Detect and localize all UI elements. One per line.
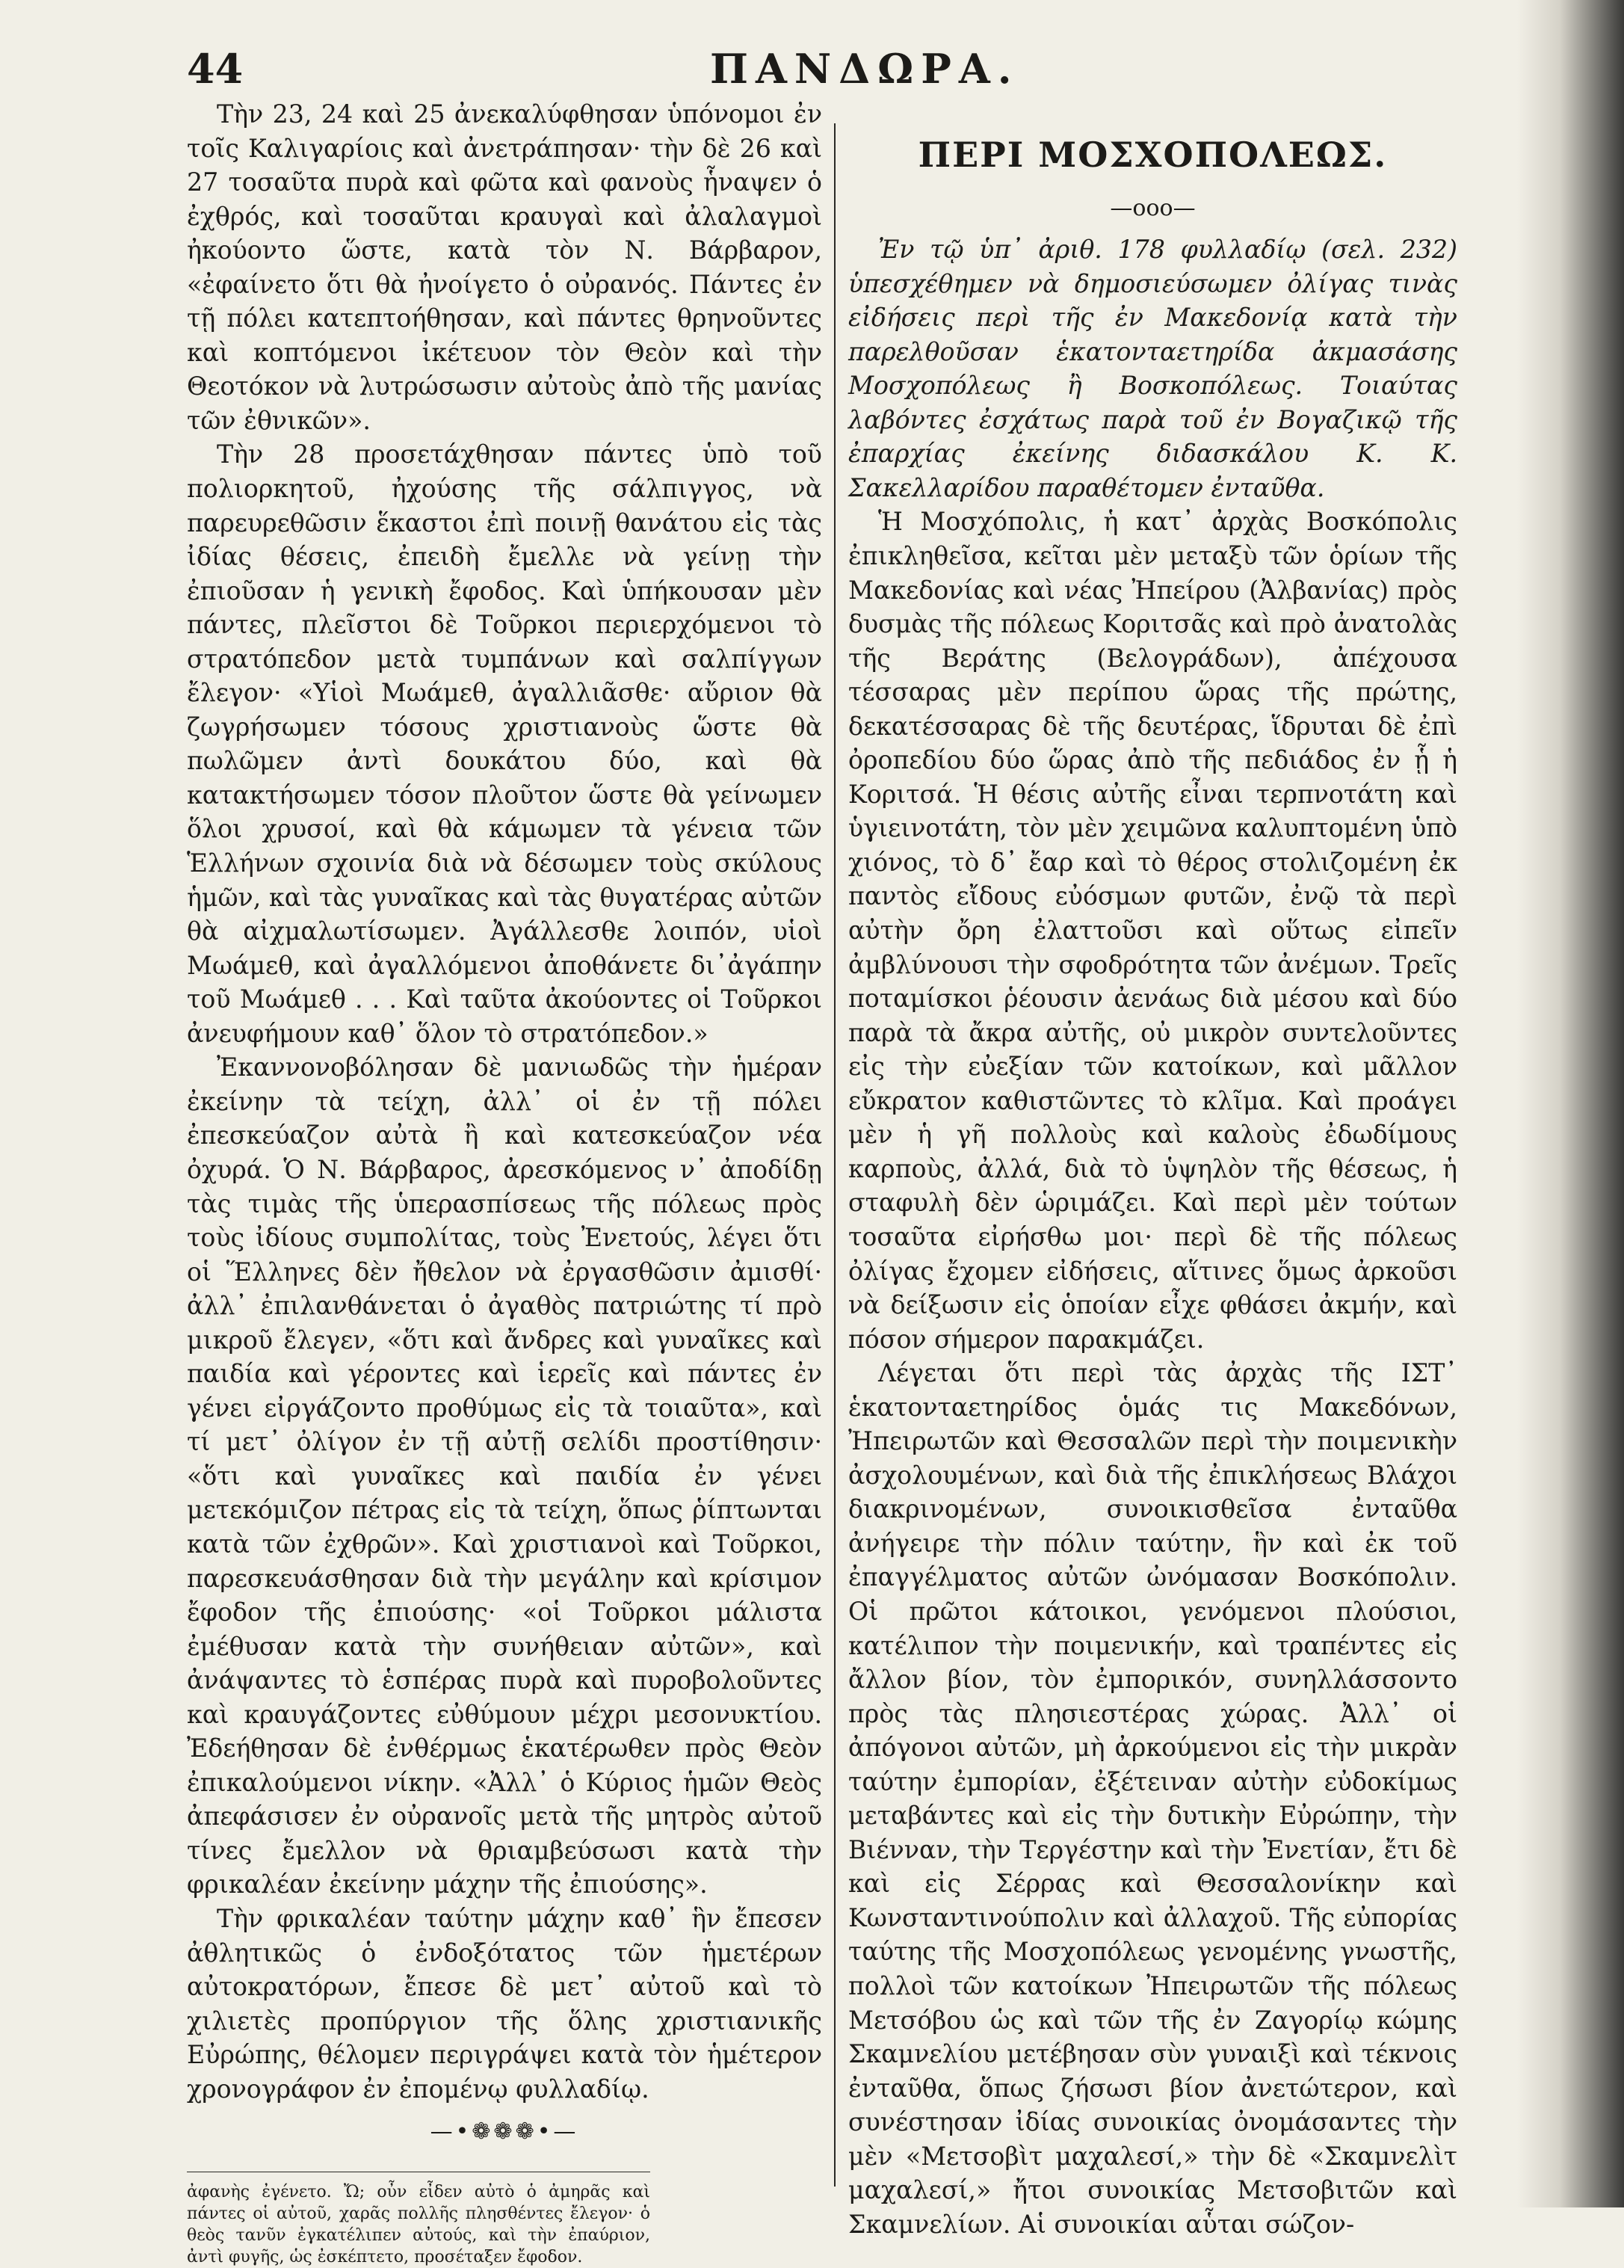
left-column (187, 97, 822, 2268)
page-gutter-shadow (1517, 0, 1624, 2207)
section-intro: Ἐν τῷ ὑπ᾽ ἀριθ. 178 φυλλαδίῳ (σελ. 232) ὑπεσχέθημεν νὰ δημοσιεύσωμεν ὀλίγας τινὰς εἰδήσεις περὶ τῆς ἐν Μακεδονίᾳ κατὰ τὴν παρελθοῦσαν ἑκατονταετηρίδα ἀκμασάσης Μοσχοπόλεως ἢ Βοσκοπόλεως. Τοιαύτας λαβόντες ἐσχάτως παρὰ τοῦ ἐν Βογαζικῷ τῆς ἐπαρχίας ἐκείνης διδασκάλου Κ. Κ. Σακελλαρίδου παραθέτομεν ἐνταῦθα. (848, 235, 1457, 502)
right-column (848, 97, 1457, 2241)
section-divider: —οοο— (1110, 194, 1196, 221)
right-paragraph-1: Ἡ Μοσχόπολις, ἡ κατ᾽ ἀρχὰς Βοσκόπολις ἐπικληθεῖσα, κεῖται μὲν μεταξὺ τῶν ὁρίων τῆς Μακεδονίας καὶ νέας Ἠπείρου (Ἀλβανίας) πρὸς δυσμὰς τῆς πόλεως Κοριτσᾶς καὶ πρὸ ἀνατολὰς τῆς Βεράτης (Βελογράδων), ἀπέχουσα τέσσαρας μὲν περίπου ὥρας τῆς πρώτης, δεκατέσσαρας δὲ τῆς δευτέρας, ἵδρυται δὲ ἐπὶ ὀροπεδίου δύο ὥρας ἀπὸ τῆς πεδιάδος ἐν ᾗ ἡ Κοριτσά. Ἡ θέσις αὐτῆς εἶναι τερπνοτάτη καὶ ὑγιεινοτάτη, τὸν μὲν χειμῶνα καλυπτομένη ὑπὸ χιόνος, τὸ δ᾽ ἔαρ καὶ τὸ θέρος στολιζομένη ἐκ παντὸς εἴδους εὐόσμων φυτῶν, ἐνῷ τὰ περὶ αὐτὴν ὄρη ἐλαττοῦσι καὶ οὕτως εἰπεῖν ἀμβλύνουσι τὴν σφοδρότητα τῶν ἀνέμων. Τρεῖς ποταμίσκοι ῥέουσιν ἀενάως διὰ μέσου καὶ δύο παρὰ τὰ ἄκρα αὐτῆς, οὐ μικρὸν συντελοῦντες εἰς τὴν εὐεξίαν τῶν κατοίκων, καὶ μᾶλλον εὔκρατον καθιστῶντες τὸ κλῖμα. Καὶ προάγει μὲν ἡ γῆ πολλοὺς καὶ καλοὺς ἐδωδίμους καρποὺς, ἀλλά, διὰ τὸ ὑψηλὸν τῆς θέσεως, ἡ σταφυλὴ δὲν ὡριμάζει. Καὶ περὶ μὲν τούτων τοσαῦτα εἰρήσθω μοι· περὶ δὲ τῆς πόλεως ὀλίγας ἔχομεν εἰδήσεις, αἵτινες ὅμως ἀρκοῦσι νὰ δείξωσιν εἰς ὁποίαν εἶχε φθάσει ἀκμήν, καὶ πόσον σήμερον παρακμάζει. (848, 507, 1457, 1354)
left-paragraph-1: Τὴν 23, 24 καὶ 25 ἀνεκαλύφθησαν ὑπόνομοι ἐν τοῖς Καλιγαρίοις καὶ ἀνετράπησαν· τὴν δὲ 26 καὶ 27 τοσαῦτα πυρὰ καὶ φῶτα καὶ φανοὺς ἧναψεν ὁ ἐχθρός, καὶ τοσαῦται κραυγαὶ καὶ ἀλαλαγμοὶ ἠκούοντο ὥστε, κατὰ τὸν Ν. Βάρβαρον, «ἐφαίνετο ὅτι θὰ ἠνοίγετο ὁ οὐρανός. Πάντες ἐν τῇ πόλει κατεπτοήθησαν, καὶ πάντες θρηνοῦντες καὶ κοπτόμενοι ἰκέτευον τὸν Θεὸν καὶ τὴν Θεοτόκον νὰ λυτρώσωσιν αὐτοὺς ἀπὸ τῆς μανίας τῶν ἐθνικῶν». (187, 99, 822, 435)
page-header (187, 45, 1487, 97)
end-ornament: —•❁❁❁•— (430, 2118, 579, 2145)
footnote: ἀφανὴς ἐγένετο. Ὤ; οὖν εἶδεν αὐτὸ ὁ ἀμηρᾶς καὶ πάντες οἱ αὐτοῦ, χαρᾶς πολλῆς πλησθέντες ἔλεγον· ὁ θεὸς τανῦν ἐγκατέλιπεν αὐτούς, καὶ τὴν ἐπαύριον, ἀντὶ φυγῆς, ὡς ἐσκέπτετο, προσέταξεν ἔφοδον. (187, 2172, 650, 2268)
running-title: ΠΑΝΔΩΡΑ. (710, 45, 1019, 93)
column-rule (834, 123, 836, 2187)
left-paragraph-3: Ἐκαννονοβόλησαν δὲ μανιωδῶς τὴν ἡμέραν ἐκείνην τὰ τείχη, ἀλλ᾽ οἱ ἐν τῇ πόλει ἐπεσκεύαζον αὐτὰ ἢ καὶ κατεσκεύαζον νέα ὀχυρά. Ὁ Ν. Βάρβαρος, ἀρεσκόμενος ν᾽ ἀποδίδῃ τὰς τιμὰς τῆς ὑπερασπίσεως τῆς πόλεως πρὸς τοὺς ἰδίους συμπολίτας, τοὺς Ἐνετούς, λέγει ὅτι οἱ Ἕλληνες δὲν ἤθελον νὰ ἐργασθῶσιν ἀμισθί· ἀλλ᾽ ἐπιλανθάνεται ὁ ἀγαθὸς πατριώτης τί πρὸ μικροῦ ἔλεγεν, «ὅτι καὶ ἄνδρες καὶ γυναῖκες καὶ παιδία καὶ γέροντες καὶ ἱερεῖς καὶ πάντες ἐν γένει εἰργάζοντο προθύμως εἰς τὰ τοιαῦτα», καὶ τί μετ᾽ ὀλίγον ἐν τῇ αὐτῇ σελίδι προστίθησιν· «ὅτι καὶ γυναῖκες καὶ παιδία ἐν γένει μετεκόμιζον πέτρας εἰς τὰ τείχη, ὅπως ῥίπτωνται κατὰ τῶν ἐχθρῶν». Καὶ χριστιανοὶ καὶ Τοῦρκοι, παρεσκευάσθησαν διὰ τὴν μεγάλην καὶ κρίσιμον ἔφοδον τῆς ἐπιούσης· «οἱ Τοῦρκοι μάλιστα ἐμέθυσαν κατὰ τὴν συνήθειαν αὐτῶν», καὶ ἀνάψαντες τὸ ἑσπέρας πυρὰ καὶ πυροβολοῦντες καὶ κραυγάζοντες εὐθύμουν μέχρι μεσονυκτίου. Ἐδεήθησαν δὲ ἐνθέρμως ἑκατέρωθεν πρὸς Θεὸν ἐπικαλούμενοι νίκην. «Ἀλλ᾽ ὁ Κύριος ἡμῶν Θεὸς ἀπεφάσισεν ἐν οὐρανοῖς μετὰ τῆς μητρὸς αὐτοῦ τίνες ἔμελλον νὰ θριαμβεύσωσι κατὰ τὴν φρικαλέαν ἐκείνην μάχην τῆς ἐπιούσης». (187, 1053, 822, 1899)
page-number: 44 (187, 45, 244, 93)
left-paragraph-2: Τὴν 28 προσετάχθησαν πάντες ὑπὸ τοῦ πολιορκητοῦ, ἠχούσης τῆς σάλπιγγος, νὰ παρευρεθῶσιν ἕκαστοι ἐπὶ ποινῇ θανάτου εἰς τὰς ἰδίας θέσεις, ἐπειδὴ ἔμελλε νὰ γείνῃ τὴν ἐπιοῦσαν ἡ γενικὴ ἔφοδος. Καὶ ὑπήκουσαν μὲν πάντες, πλεῖστοι δὲ Τοῦρκοι περιερχόμενοι τὸ στρατόπεδον μετὰ τυμπάνων καὶ σαλπίγγων ἔλεγον· «Υἱοὶ Μωάμεθ, ἀγαλλιᾶσθε· αὔριον θὰ ζωγρήσωμεν τόσους χριστιανοὺς ὥστε θὰ πωλῶμεν ἀντὶ δουκάτου δύο, καὶ θὰ κατακτήσωμεν τόσον πλοῦτον ὥστε θὰ γείνωμεν ὅλοι χρυσοί, καὶ θὰ κάμωμεν τὰ γένεια τῶν Ἑλλήνων σχοινία διὰ νὰ δέσωμεν τοὺς σκύλους ἡμῶν, καὶ τὰς γυναῖκας καὶ τὰς θυγατέρας αὐτῶν θὰ αἰχμαλωτίσωμεν. Ἀγάλλεσθε λοιπόν, υἱοὶ Μωάμεθ, καὶ ἀγαλλόμενοι ἀποθάνετε δι᾽ἀγάπην τοῦ Μωάμεθ . . . Καὶ ταῦτα ἀκούοντες οἱ Τοῦρκοι ἀνευφήμουν καθ᾽ ὅλον τὸ στρατόπεδον.» (187, 440, 822, 1048)
right-paragraph-2: Λέγεται ὅτι περὶ τὰς ἀρχὰς τῆς ΙΣΤ᾽ ἑκατονταετηρίδος ὁμάς τις Μακεδόνων, Ἠπειρωτῶν καὶ Θεσσαλῶν περὶ τὴν ποιμενικὴν ἀσχολουμένων, καὶ διὰ τῆς ἐπικλήσεως Βλάχοι διακρινομένων, συνοικισθεῖσα ἐνταῦθα ἀνήγειρε τὴν πόλιν ταύτην, ἣν καὶ ἐκ τοῦ ἐπαγγέλματος αὐτῶν ὠνόμασαν Βοσκόπολιν. Οἱ πρῶτοι κάτοικοι, γενόμενοι πλούσιοι, κατέλιπον τὴν ποιμενικήν, καὶ τραπέντες εἰς ἄλλον βίον, τὸν ἐμπορικόν, συνηλλάσσοντο πρὸς τὰς πλησιεστέρας χώρας. Ἀλλ᾽ οἱ ἀπόγονοι αὐτῶν, μὴ ἀρκούμενοι εἰς τὴν μικρὰν ταύτην ἐμπορίαν, ἐξέτειναν αὐτὴν εὐδοκίμως μεταβάντες καὶ εἰς τὴν δυτικὴν Εὐρώπην, τὴν Βιένναν, τὴν Τεργέστην καὶ τὴν Ἐνετίαν, ἔτι δὲ καὶ εἰς Σέρρας καὶ Θεσσαλονίκην καὶ Κωνσταντινούπολιν καὶ ἀλλαχοῦ. Τῆς εὐπορίας ταύτης τῆς Μοσχοπόλεως γενομένης γνωστῆς, πολλοὶ τῶν κατοίκων Ἠπειρωτῶν τῆς πόλεως Μετσόβου ὡς καὶ τῶν τῆς ἐν Ζαγορίῳ κώμης Σκαμνελίου μετέβησαν σὺν γυναιξὶ καὶ τέκνοις ἐνταῦθα, ὅπως ζήσωσι βίον ἀνετώτερον, καὶ συνέστησαν ἰδίας συνοικίας ὀνομάσαντες τὴν μὲν «Μετσοβὶτ μαχαλεσί,» τὴν δὲ «Σκαμνελὶτ μαχαλεσί,» ἤτοι συνοικίας Μετσοβιτῶν καὶ Σκαμνελίων. Αἱ συνοικίαι αὗται σώζον- (848, 1358, 1457, 2239)
left-paragraph-4: Τὴν φρικαλέαν ταύτην μάχην καθ᾽ ἣν ἔπεσεν ἀθλητικῶς ὁ ἐνδοξότατος τῶν ἡμετέρων αὐτοκρατόρων, ἔπεσε δὲ μετ᾽ αὐτοῦ καὶ τὸ χιλιετὲς προπύργιον τῆς ὅλης χριστιανικῆς Εὐρώπης, θέλομεν περιγράψει κατὰ τὸν ἡμέτερον χρονογράφον ἐν ἐπομένῳ φυλλαδίῳ. (187, 1903, 822, 2104)
section-title: ΠΕΡΙ ΜΟΣΧΟΠΟΛΕΩΣ. (918, 135, 1388, 175)
